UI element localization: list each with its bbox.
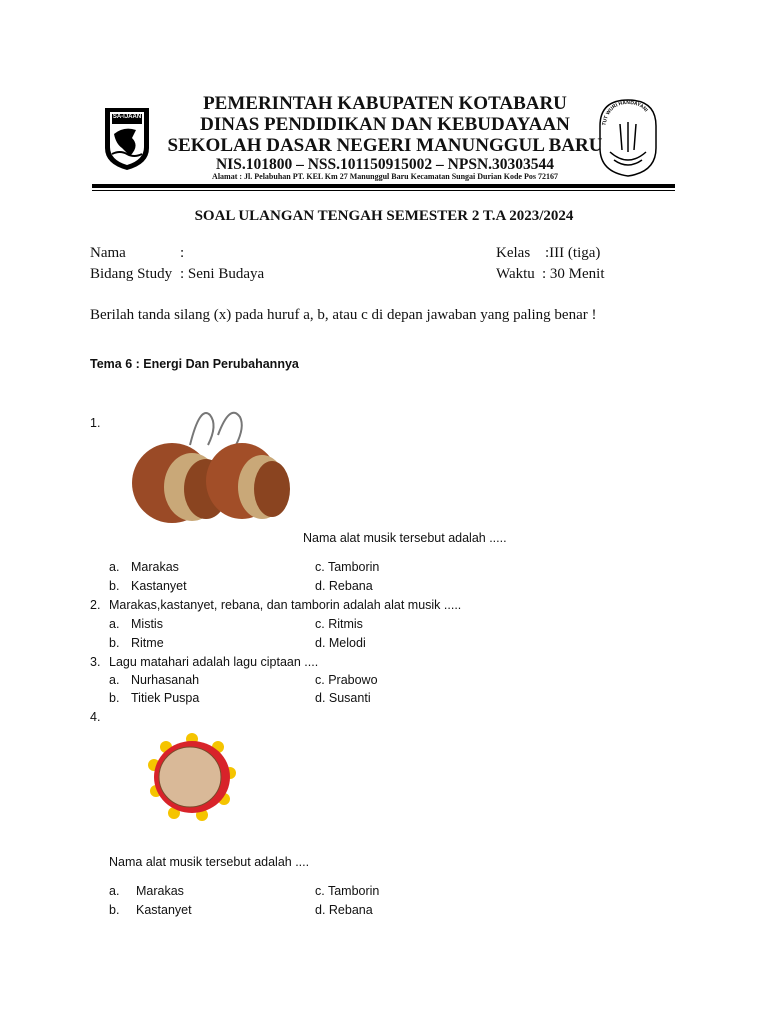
right-logo-text: TUT WURI HANDAYANI: [601, 99, 649, 127]
question-4-option-d: d. Rebana: [315, 903, 373, 917]
question-1-caption: Nama alat musik tersebut adalah .....: [303, 531, 507, 545]
option-label-a: a.: [109, 560, 120, 574]
nama-value: :: [180, 245, 185, 261]
question-1-option-d: d. Rebana: [315, 579, 373, 593]
kelas-label: Kelas: [496, 245, 531, 261]
theme-heading: Tema 6 : Energi Dan Perubahannya: [90, 357, 299, 371]
question-4-option-b: Kastanyet: [136, 903, 192, 917]
option-label-b: b.: [109, 903, 120, 917]
question-3-option-a: Nurhasanah: [131, 673, 200, 687]
question-3-text: Lagu matahari adalah lagu ciptaan ....: [109, 655, 319, 669]
bidang-label: Bidang Study: [90, 266, 173, 282]
question-2-option-c: c. Ritmis: [315, 617, 363, 631]
header-ids: NIS.101800 – NSS.101150915002 – NPSN.30303544: [215, 156, 555, 173]
question-1-number: 1.: [90, 416, 101, 430]
header-divider-thin: [92, 190, 675, 191]
question-4-caption: Nama alat musik tersebut adalah ....: [109, 855, 310, 869]
bidang-value: : Seni Budaya: [180, 266, 265, 282]
question-3-option-d: d. Susanti: [315, 691, 371, 705]
waktu-label: Waktu: [496, 266, 535, 282]
header-line3: SEKOLAH DASAR NEGERI MANUNGGUL BARU: [167, 135, 603, 156]
option-label-b: b.: [109, 691, 120, 705]
question-4-number: 4.: [90, 710, 101, 724]
castanets-image: [130, 405, 292, 527]
header-line1: PEMERINTAH KABUPATEN KOTABARU: [203, 93, 567, 114]
question-1-option-b: Kastanyet: [131, 579, 187, 593]
question-3-option-c: c. Prabowo: [315, 673, 378, 687]
kelas-value: :III (tiga): [545, 245, 601, 261]
question-4-option-a: Marakas: [136, 884, 184, 898]
question-4-option-c: c. Tamborin: [315, 884, 380, 898]
question-2-option-b: Ritme: [131, 636, 164, 650]
nama-label: Nama: [90, 245, 126, 261]
question-2-text: Marakas,kastanyet, rebana, dan tamborin adalah alat musik .....: [109, 598, 462, 612]
question-1-option-a: Marakas: [131, 560, 179, 574]
exam-title: SOAL ULANGAN TENGAH SEMESTER 2 T.A 2023/2024: [194, 208, 574, 224]
instruction: Berilah tanda silang (x) pada huruf a, b, atau c di depan jawaban yang paling benar !: [90, 307, 597, 323]
question-1-option-c: c. Tamborin: [315, 560, 380, 574]
waktu-value: : 30 Menit: [542, 266, 605, 282]
option-label-b: b.: [109, 579, 120, 593]
header-divider-thick: [92, 184, 675, 188]
question-2-option-d: d. Melodi: [315, 636, 366, 650]
tambourine-image: [148, 733, 238, 825]
question-2-option-a: Mistis: [131, 617, 163, 631]
option-label-a: a.: [109, 617, 120, 631]
header-address: Alamat : Jl. Pelabuhan PT. KEL Km 27 Manunggul Baru Kecamatan Sungai Durian Kode Pos 72167: [212, 172, 558, 181]
left-logo-text: SA-IJAAN: [112, 114, 142, 120]
question-3-number: 3.: [90, 655, 101, 669]
question-2-number: 2.: [90, 598, 101, 612]
option-label-a: a.: [109, 673, 120, 687]
option-label-a: a.: [109, 884, 120, 898]
header-line2: DINAS PENDIDIKAN DAN KEBUDAYAAN: [200, 114, 570, 135]
option-label-b: b.: [109, 636, 120, 650]
question-3-option-b: Titiek Puspa: [131, 691, 200, 705]
